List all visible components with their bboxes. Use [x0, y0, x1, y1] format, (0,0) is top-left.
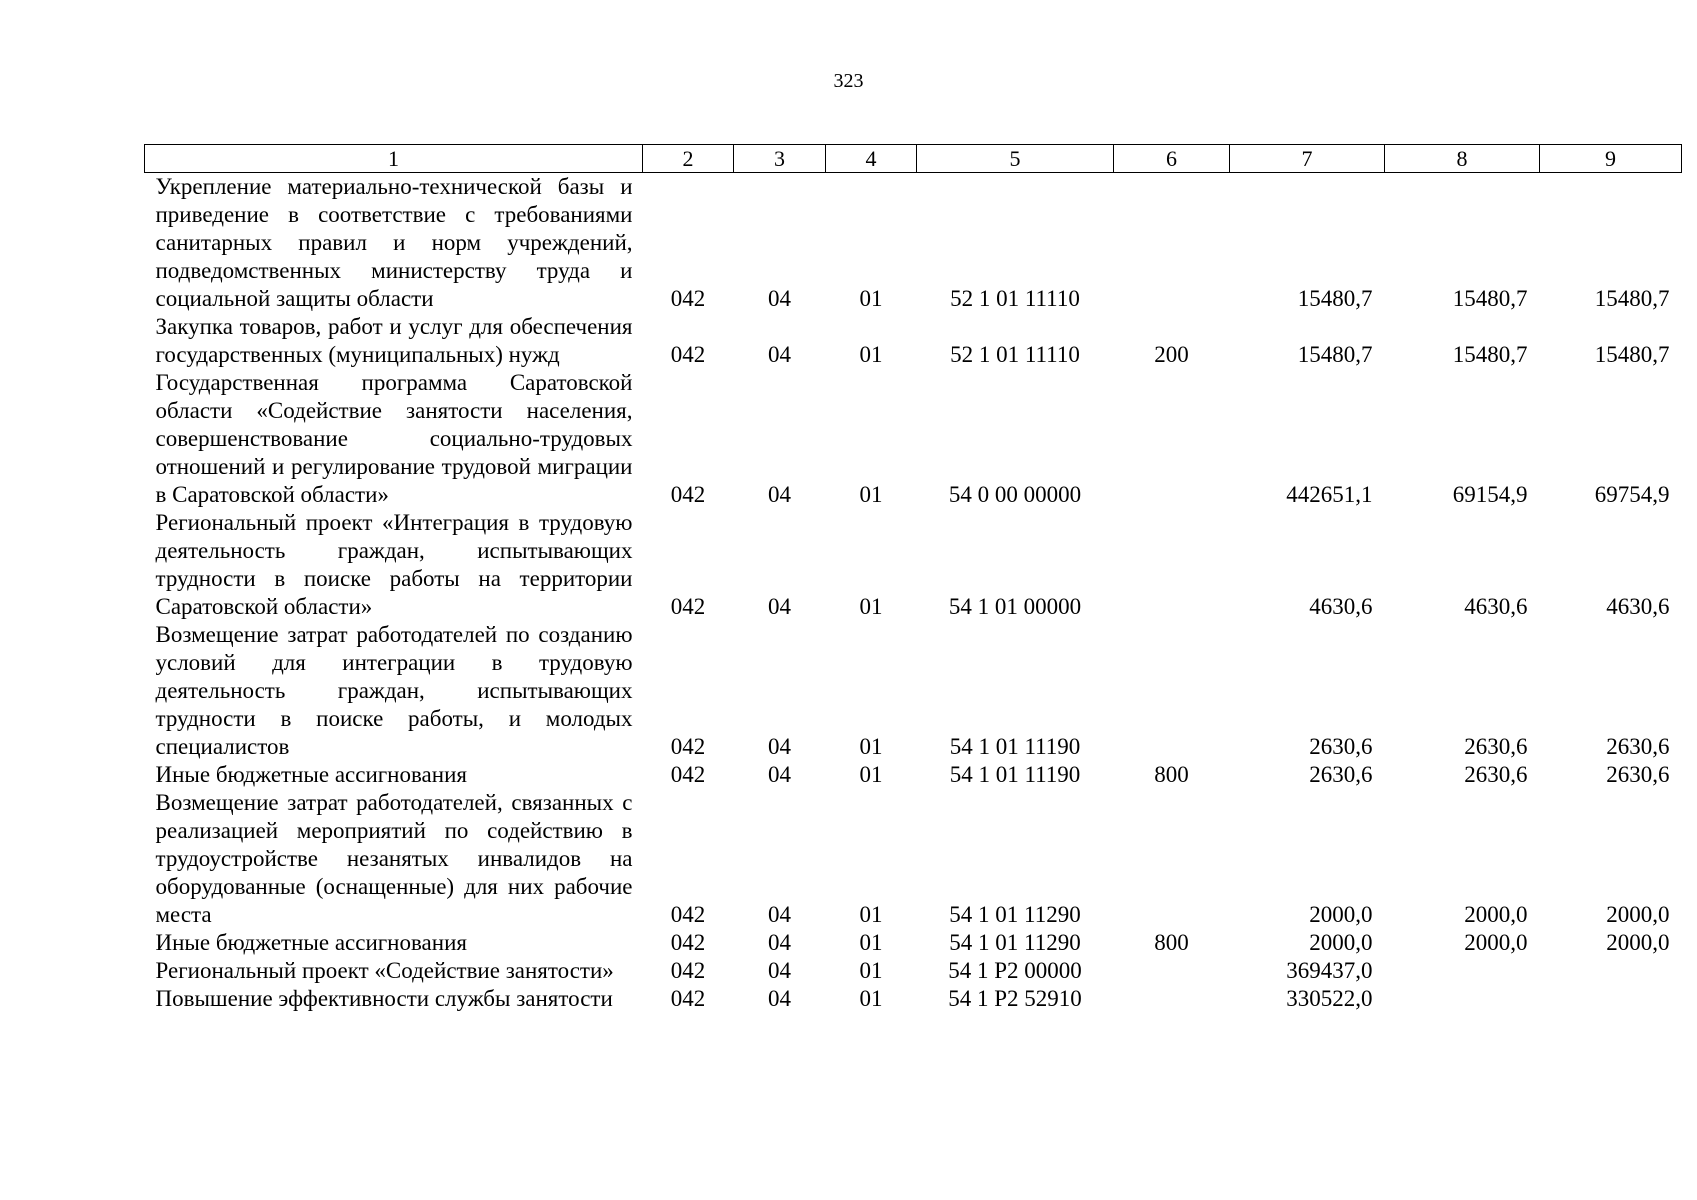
row-sum3 — [1540, 985, 1682, 1013]
row-ved: 042 — [670, 986, 706, 1011]
header-row — [145, 145, 1682, 173]
row-rz: 04 — [768, 986, 791, 1011]
row-csr: 52 1 01 11110 — [950, 286, 1080, 311]
row-sum1: 369437,0 — [1286, 958, 1373, 983]
row-sum2: 2000,0 — [1464, 902, 1528, 927]
row-pr: 01 — [859, 342, 883, 367]
row-vr — [1114, 509, 1230, 621]
row-csr: 54 1 Р2 52910 — [948, 986, 1082, 1011]
row-name: Закупка товаров, работ и услуг для обеспечения государственных (муниципальных) нужд — [155, 314, 633, 367]
row-sum3: 2630,6 — [1606, 762, 1670, 787]
row-sum3: 2000,0 — [1606, 930, 1670, 955]
row-sum1: 2630,6 — [1309, 734, 1373, 759]
table-row — [145, 929, 1682, 957]
row-sum2: 2630,6 — [1464, 734, 1528, 759]
row-sum3: 2000,0 — [1606, 902, 1670, 927]
column-header: 6 — [1114, 145, 1230, 173]
row-ved: 042 — [670, 902, 706, 927]
row-sum3 — [1540, 957, 1682, 985]
column-header: 7 — [1230, 145, 1385, 173]
row-vr: 200 — [1154, 342, 1189, 367]
row-vr — [1114, 985, 1230, 1013]
table-row — [145, 985, 1682, 1013]
row-name: Возмещение затрат работодателей по созданию условий для интеграции в трудовую деятельность граждан, испытывающих трудности в поиске работы, и молодых специалистов — [155, 622, 633, 759]
column-header: 1 — [145, 145, 643, 173]
row-sum2: 4630,6 — [1464, 594, 1528, 619]
row-name: Укрепление материально-технической базы и приведение в соответствие с требованиями санитарных правил и норм учреждений, подведомственных министерству труда и социальной защиты области — [155, 174, 633, 311]
row-pr: 01 — [859, 986, 883, 1011]
row-rz: 04 — [768, 734, 791, 759]
row-sum1: 2000,0 — [1309, 902, 1373, 927]
row-name: Иные бюджетные ассигнования — [155, 762, 467, 787]
column-header: 5 — [917, 145, 1114, 173]
table-row — [145, 313, 1682, 369]
row-sum1: 2630,6 — [1309, 762, 1373, 787]
row-pr: 01 — [859, 594, 883, 619]
row-pr: 01 — [859, 902, 883, 927]
row-name: Региональный проект «Содействие занятости» — [155, 958, 614, 983]
row-sum1: 2000,0 — [1309, 930, 1373, 955]
row-name: Государственная программа Саратовской области «Содействие занятости населения, совершенствование социально-трудовых отношений и регулирование трудовой миграции в Саратовской области» — [155, 370, 633, 507]
row-name: Возмещение затрат работодателей, связанных с реализацией мероприятий по содействию в трудоустройстве незанятых инвалидов на оборудованные (оснащенные) для них рабочие места — [155, 790, 633, 927]
row-pr: 01 — [859, 958, 883, 983]
row-sum2: 69154,9 — [1452, 482, 1528, 507]
table-row — [145, 789, 1682, 929]
row-sum1: 15480,7 — [1297, 342, 1373, 367]
row-ved: 042 — [670, 958, 706, 983]
row-rz: 04 — [768, 902, 791, 927]
row-ved: 042 — [670, 930, 706, 955]
row-rz: 04 — [768, 342, 791, 367]
column-header: 8 — [1385, 145, 1540, 173]
column-header: 3 — [734, 145, 826, 173]
row-vr: 800 — [1154, 930, 1189, 955]
row-ved: 042 — [670, 482, 706, 507]
row-csr: 54 1 01 11190 — [949, 734, 1081, 759]
table-row — [145, 621, 1682, 761]
row-pr: 01 — [859, 286, 883, 311]
row-csr: 54 1 01 11190 — [949, 762, 1081, 787]
column-header: 9 — [1540, 145, 1682, 173]
row-name: Иные бюджетные ассигнования — [155, 930, 467, 955]
row-sum3: 2630,6 — [1606, 734, 1670, 759]
table-row — [145, 761, 1682, 789]
row-csr: 54 1 01 11290 — [949, 902, 1081, 927]
row-ved: 042 — [670, 762, 706, 787]
row-ved: 042 — [670, 734, 706, 759]
page-number: 323 — [833, 70, 864, 92]
row-sum1: 330522,0 — [1286, 986, 1373, 1011]
row-sum1: 15480,7 — [1297, 286, 1373, 311]
row-csr: 54 1 01 11290 — [949, 930, 1081, 955]
row-ved: 042 — [670, 286, 706, 311]
row-sum2: 15480,7 — [1452, 286, 1528, 311]
table-row — [145, 173, 1682, 314]
row-pr: 01 — [859, 734, 883, 759]
row-ved: 042 — [670, 594, 706, 619]
budget-table — [144, 144, 1682, 1013]
row-pr: 01 — [859, 930, 883, 955]
column-header: 4 — [826, 145, 917, 173]
row-sum2: 2000,0 — [1464, 930, 1528, 955]
row-sum3: 4630,6 — [1606, 594, 1670, 619]
row-rz: 04 — [768, 762, 791, 787]
row-vr: 800 — [1154, 762, 1189, 787]
row-sum3: 69754,9 — [1594, 482, 1670, 507]
row-sum1: 4630,6 — [1309, 594, 1373, 619]
row-name: Повышение эффективности службы занятости — [155, 986, 613, 1011]
row-csr: 54 1 Р2 00000 — [948, 958, 1082, 983]
row-vr — [1114, 369, 1230, 509]
row-csr: 52 1 01 11110 — [950, 342, 1080, 367]
row-csr: 54 0 00 00000 — [948, 482, 1082, 507]
row-sum1: 442651,1 — [1286, 482, 1373, 507]
row-pr: 01 — [859, 482, 883, 507]
row-rz: 04 — [768, 930, 791, 955]
row-rz: 04 — [768, 286, 791, 311]
row-vr — [1114, 789, 1230, 929]
row-vr — [1114, 621, 1230, 761]
row-rz: 04 — [768, 482, 791, 507]
row-sum2: 2630,6 — [1464, 762, 1528, 787]
row-ved: 042 — [670, 342, 706, 367]
row-vr — [1114, 173, 1230, 314]
row-sum3: 15480,7 — [1594, 342, 1670, 367]
row-vr — [1114, 957, 1230, 985]
table-row — [145, 957, 1682, 985]
row-sum2: 15480,7 — [1452, 342, 1528, 367]
column-header: 2 — [643, 145, 734, 173]
row-rz: 04 — [768, 594, 791, 619]
row-sum2 — [1385, 957, 1540, 985]
row-sum2 — [1385, 985, 1540, 1013]
row-sum3: 15480,7 — [1594, 286, 1670, 311]
table-row — [145, 369, 1682, 509]
table-row — [145, 509, 1682, 621]
row-rz: 04 — [768, 958, 791, 983]
row-csr: 54 1 01 00000 — [948, 594, 1082, 619]
row-pr: 01 — [859, 762, 883, 787]
row-name: Региональный проект «Интеграция в трудовую деятельность граждан, испытывающих трудности в поиске работы на территории Саратовской области» — [155, 510, 633, 619]
